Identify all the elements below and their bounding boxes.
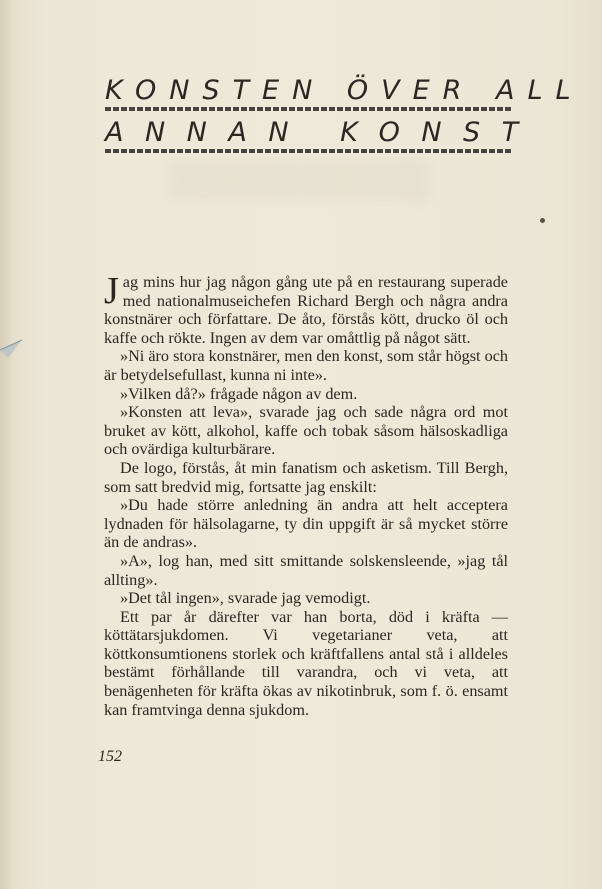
paragraph-7: »A», log han, med sitt smittande solskensleende, »jag tål allting».: [104, 551, 508, 589]
paragraph-5: De logo, förstås, åt min fanatism och asketism. Till Bergh, som satt bredvid mig, fortsatte jag enskilt:: [104, 458, 508, 496]
paragraph-3: »Vilken då?» frågade någon av dem.: [120, 384, 358, 403]
paragraph-9: Ett par år därefter var han borta, död i kräfta — köttätarsjukdomen. Vi vegetarianer veta, att köttkonsumtionens storlek och kräftfallens antal stå i alldeles bestämt förhållande till varandra, och vi veta, att benägenheten för kräfta ökas av nikotinbruk, som f. ö. ensamt kan framtvinga denna sjukdom.: [104, 607, 508, 719]
chapter-title: [105, 75, 584, 153]
paper-clip-fragment-icon: [0, 336, 26, 370]
title-rule-2: [105, 149, 513, 153]
paragraph-8: »Det tål ingen», svarade jag vemodigt.: [120, 589, 371, 608]
title-rule-1: [105, 107, 513, 111]
ink-speck: [540, 218, 545, 223]
paragraph-2: »Ni äro stora konstnärer, men den konst, som står högst och är betydelsefullast, kunna ni inte».: [104, 347, 508, 384]
chapter-title-line-2: ANNAN KONST: [105, 117, 540, 148]
paragraph-6: »Du hade större anledning än andra att helt acceptera lydnaden för hälsolagarne, ty din uppgift är så mycket större än de andras».: [104, 496, 508, 552]
page-number: 152: [98, 748, 122, 765]
paragraph-1-text: ag mins hur jag någon gång ute på en restaurang superade med nationalmuseichefen Richard Bergh och några andra konstnärer och författare. De åto, förstås kött, drucko öl och kaffe och rökte. Ingen av dem var omåttlig på något sätt.: [104, 273, 508, 347]
paragraph-4: »Konsten att leva», svarade jag och sade några ord mot bruket av kött, alkohol, kaffe och tobak såsom hälsoskadliga och ovärdiga kulturbärare.: [104, 403, 508, 459]
drop-cap: J: [104, 270, 119, 312]
paragraph-1: [104, 270, 508, 347]
body-text: [104, 270, 508, 719]
chapter-title-line-1: KONSTEN ÖVER ALL: [105, 75, 584, 106]
show-through-text: [170, 160, 430, 200]
page-edge-shadow: [0, 0, 14, 889]
